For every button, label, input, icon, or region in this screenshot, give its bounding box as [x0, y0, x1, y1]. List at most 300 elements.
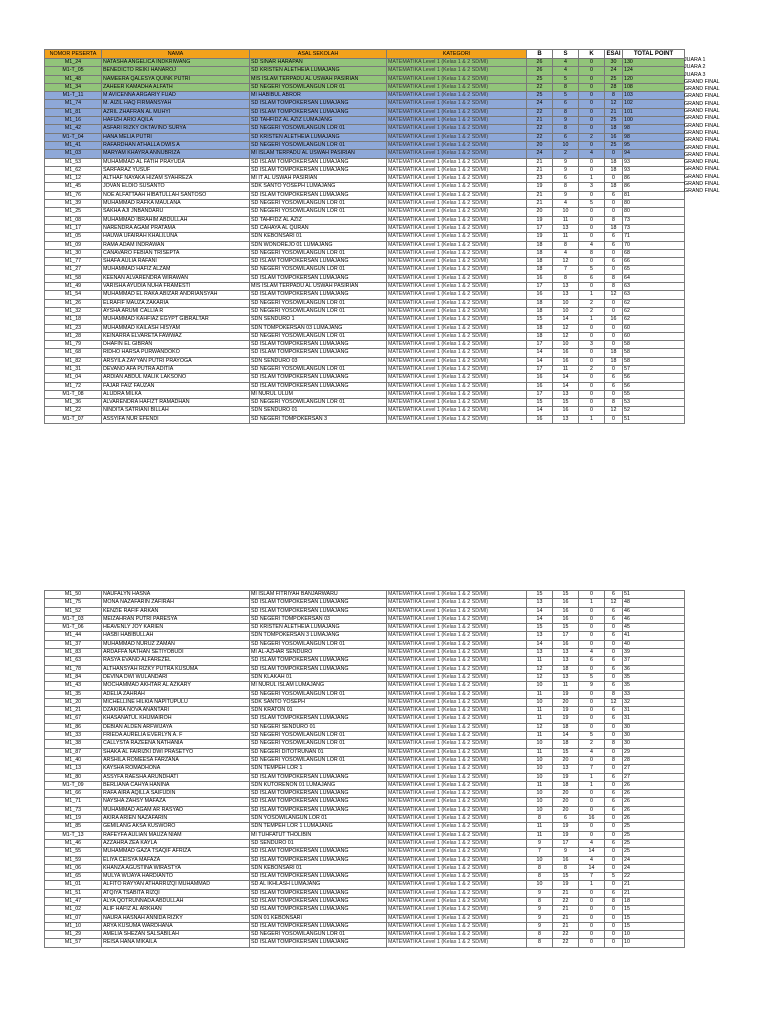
score-s: 20 [553, 698, 579, 706]
total-point: 62 [623, 316, 685, 324]
participant-name: VARISHA AYUDIA NUHA FRAMESTI [102, 283, 250, 291]
score-s: 8 [553, 83, 579, 91]
score-k: 2 [579, 307, 605, 315]
score-b: 18 [527, 307, 553, 315]
score-b: 10 [527, 740, 553, 748]
score-k: 0 [579, 615, 605, 623]
score-k: 1 [579, 773, 605, 781]
total-point: 39 [623, 649, 685, 657]
score-s: 2 [553, 150, 579, 158]
score-k: 0 [579, 283, 605, 291]
score-s: 11 [553, 216, 579, 224]
category: MATEMATIKA Level 1 (Kelas 1 & 2 SD/MI) [387, 307, 527, 315]
participant-number: M1_66 [45, 790, 102, 798]
score-b: 13 [527, 632, 553, 640]
table-row [45, 200, 685, 208]
participant-number: M1-T_06 [45, 624, 102, 632]
participant-name: HAFIZH ARIO AQILA [102, 117, 250, 125]
category: MATEMATIKA Level 1 (Kelas 1 & 2 SD/MI) [387, 216, 527, 224]
score-s: 6 [553, 815, 579, 823]
score-k: 4 [579, 241, 605, 249]
total-point: 93 [623, 158, 685, 166]
score-k: 0 [579, 823, 605, 831]
score-esai: 28 [605, 83, 623, 91]
results-body-top [45, 59, 685, 424]
total-point: 15 [623, 914, 685, 922]
score-s: 13 [553, 283, 579, 291]
rank-note: GRAND FINAL [684, 115, 720, 122]
participant-number: M1_10 [45, 922, 102, 930]
score-k: 5 [579, 732, 605, 740]
table-row [45, 216, 685, 224]
table-row [45, 839, 685, 847]
score-b: 26 [527, 59, 553, 67]
category: MATEMATIKA Level 1 (Kelas 1 & 2 SD/MI) [387, 856, 527, 864]
total-point: 28 [623, 756, 685, 764]
score-esai: 0 [605, 208, 623, 216]
score-s: 9 [553, 848, 579, 856]
score-esai: 18 [605, 125, 623, 133]
category: MATEMATIKA Level 1 (Kelas 1 & 2 SD/MI) [387, 657, 527, 665]
score-b: 10 [527, 773, 553, 781]
score-k: 4 [579, 856, 605, 864]
participant-number: M1_27 [45, 266, 102, 274]
participant-number: M1_74 [45, 100, 102, 108]
score-k: 2 [579, 365, 605, 373]
school-name: SD NEGERI YOSOWILANGUN LOR 01 [250, 299, 387, 307]
participant-name: ARSHILA ROMEESA FARZANA [102, 756, 250, 764]
score-s: 13 [553, 657, 579, 665]
score-s: 16 [553, 640, 579, 648]
score-k: 2 [579, 299, 605, 307]
table-row [45, 141, 685, 149]
participant-name: ZAHEER KAMADHA ALFATH [102, 83, 250, 91]
score-k: 1 [579, 415, 605, 423]
total-point: 80 [623, 208, 685, 216]
participant-number: M1-T_05 [45, 67, 102, 75]
school-name: SD ISLAM TOMPOKERSAN LUMAJANG [250, 897, 387, 905]
table-row [45, 125, 685, 133]
participant-number: M1_67 [45, 715, 102, 723]
participant-name: ALTHAF NAYAKA HIZAM SYAHREZA [102, 175, 250, 183]
score-b: 18 [527, 241, 553, 249]
school-name: SD ISLAM TOMPOKERSAN LUMAJANG [250, 100, 387, 108]
score-k: 4 [579, 150, 605, 158]
score-b: 11 [527, 657, 553, 665]
total-point: 108 [623, 83, 685, 91]
score-k: 0 [579, 831, 605, 839]
score-esai: 0 [605, 765, 623, 773]
total-point: 64 [623, 274, 685, 282]
score-b: 18 [527, 332, 553, 340]
score-esai: 18 [605, 357, 623, 365]
category: MATEMATIKA Level 1 (Kelas 1 & 2 SD/MI) [387, 906, 527, 914]
participant-name: GEMILANG AKSA KUSWORO [102, 823, 250, 831]
total-point: 31 [623, 707, 685, 715]
participant-name: ALTHANSYAH RIZKY PUTRA KUSUMA [102, 665, 250, 673]
score-s: 19 [553, 831, 579, 839]
score-s: 9 [553, 158, 579, 166]
score-k: 1 [579, 599, 605, 607]
participant-name: ADELIA ZAHRAH [102, 690, 250, 698]
participant-number: M1_23 [45, 324, 102, 332]
school-name: SDN WONOREJO 01 LUMAJANG [250, 241, 387, 249]
rank-note: GRAND FINAL [684, 108, 720, 115]
participant-name: ELIYA CEISYA MAFAZA [102, 856, 250, 864]
participant-number: M1_38 [45, 740, 102, 748]
score-b: 9 [527, 922, 553, 930]
score-k: 0 [579, 632, 605, 640]
participant-number: M1_07 [45, 914, 102, 922]
participant-name: NATASHA ANGELICA INDKRIWANG [102, 59, 250, 67]
score-s: 16 [553, 349, 579, 357]
participant-number: M1_82 [45, 357, 102, 365]
score-k: 14 [579, 864, 605, 872]
school-name: SD ISLAM TOMPOKERSAN LUMAJANG [250, 382, 387, 390]
participant-number: M1_34 [45, 83, 102, 91]
table-row [45, 931, 685, 939]
score-s: 15 [553, 591, 579, 599]
score-k: 8 [579, 249, 605, 257]
total-point: 58 [623, 341, 685, 349]
school-name: SD ISLAM TOMPOKERSAN LUMAJANG [250, 922, 387, 930]
school-name: SD ISLAM TOMPOKERSAN LUMAJANG [250, 374, 387, 382]
participant-name: RAMA ADAM INDRAWAN [102, 241, 250, 249]
table-row [45, 283, 685, 291]
table-row [45, 133, 685, 141]
score-s: 14 [553, 732, 579, 740]
score-esai: 6 [605, 241, 623, 249]
school-name: SD ISLAM TOMPOKERSAN LUMAJANG [250, 806, 387, 814]
score-k: 0 [579, 216, 605, 224]
score-k: 0 [579, 897, 605, 905]
score-esai: 8 [605, 92, 623, 100]
participant-number: M1_81 [45, 108, 102, 116]
score-k: 0 [579, 349, 605, 357]
table-row [45, 624, 685, 632]
score-esai: 0 [605, 856, 623, 864]
total-point: 40 [623, 640, 685, 648]
participant-number: M1_51 [45, 889, 102, 897]
category: MATEMATIKA Level 1 (Kelas 1 & 2 SD/MI) [387, 299, 527, 307]
participant-name: AYSHA ARUMI CALLIA R [102, 307, 250, 315]
table-row [45, 756, 685, 764]
score-b: 8 [527, 939, 553, 947]
score-s: 20 [553, 806, 579, 814]
score-s: 6 [553, 175, 579, 183]
participant-name: FAJAR FAIZ FAUZAN [102, 382, 250, 390]
participant-name: ASSYIFA NUR EFENDI [102, 415, 250, 423]
score-b: 7 [527, 848, 553, 856]
category: MATEMATIKA Level 1 (Kelas 1 & 2 SD/MI) [387, 67, 527, 75]
score-esai: 6 [605, 607, 623, 615]
participant-name: SHAFA AULIA RAFANI [102, 258, 250, 266]
participant-number: M1_78 [45, 665, 102, 673]
score-k: 9 [579, 682, 605, 690]
score-s: 18 [553, 781, 579, 789]
participant-number: M1_03 [45, 150, 102, 158]
score-esai: 6 [605, 382, 623, 390]
category: MATEMATIKA Level 1 (Kelas 1 & 2 SD/MI) [387, 374, 527, 382]
participant-name: RASYA EVANO ALFAREZEL [102, 657, 250, 665]
participant-number: M1_50 [45, 591, 102, 599]
score-k: 0 [579, 158, 605, 166]
total-point: 100 [623, 117, 685, 125]
score-s: 8 [553, 125, 579, 133]
school-name: SD NEGERI SENDURO 01 [250, 723, 387, 731]
category: MATEMATIKA Level 1 (Kelas 1 & 2 SD/MI) [387, 249, 527, 257]
rank-note: GRAND FINAL [684, 122, 720, 129]
category: MATEMATIKA Level 1 (Kelas 1 & 2 SD/MI) [387, 83, 527, 91]
category: MATEMATIKA Level 1 (Kelas 1 & 2 SD/MI) [387, 150, 527, 158]
score-s: 17 [553, 839, 579, 847]
total-point: 57 [623, 365, 685, 373]
score-esai: 0 [605, 341, 623, 349]
score-k: 0 [579, 324, 605, 332]
table-row [45, 150, 685, 158]
score-s: 21 [553, 889, 579, 897]
total-point: 26 [623, 798, 685, 806]
participant-number: M1_80 [45, 773, 102, 781]
table-row [45, 291, 685, 299]
score-s: 15 [553, 748, 579, 756]
category: MATEMATIKA Level 1 (Kelas 1 & 2 SD/MI) [387, 133, 527, 141]
header-b: B [527, 50, 553, 59]
table-row [45, 939, 685, 947]
score-s: 8 [553, 274, 579, 282]
table-row [45, 649, 685, 657]
table-row [45, 166, 685, 174]
school-name: MI TUHFATUT THOLIBIN [250, 831, 387, 839]
score-s: 11 [553, 233, 579, 241]
score-b: 21 [527, 158, 553, 166]
category: MATEMATIKA Level 1 (Kelas 1 & 2 SD/MI) [387, 756, 527, 764]
school-name: SD KRISTEN ALETHEIA LUMAJANG [250, 67, 387, 75]
total-point: 26 [623, 790, 685, 798]
table-row [45, 831, 685, 839]
score-k: 0 [579, 208, 605, 216]
score-k: 6 [579, 657, 605, 665]
rank-note: GRAND FINAL [684, 151, 720, 158]
header-s: S [553, 50, 579, 59]
school-name: SD NEGERI YOSOWILANGUN LOR 01 [250, 690, 387, 698]
participant-name: ARSYILA ZAYYAN PUTRI PRAYOGA [102, 357, 250, 365]
table-row [45, 59, 685, 67]
score-k: 0 [579, 108, 605, 116]
score-b: 17 [527, 224, 553, 232]
table-row [45, 175, 685, 183]
score-k: 0 [579, 756, 605, 764]
participant-number: M1_55 [45, 848, 102, 856]
category: MATEMATIKA Level 1 (Kelas 1 & 2 SD/MI) [387, 166, 527, 174]
participant-number: M1-T_04 [45, 133, 102, 141]
school-name: SD SENDURO 01 [250, 839, 387, 847]
total-point: 15 [623, 922, 685, 930]
score-b: 10 [527, 790, 553, 798]
participant-number: M1_49 [45, 283, 102, 291]
participant-name: DEVANO AFA PUTRA ADITIA [102, 365, 250, 373]
header-nomor-peserta: NOMOR PESERTA [45, 50, 102, 59]
table-row [45, 715, 685, 723]
score-s: 11 [553, 365, 579, 373]
score-b: 12 [527, 673, 553, 681]
participant-number: M1_05 [45, 233, 102, 241]
score-b: 14 [527, 607, 553, 615]
participant-number: M1_72 [45, 382, 102, 390]
participant-name: ARDIAN ABDUL MALIK LAKSONO [102, 374, 250, 382]
participant-number: M1_42 [45, 125, 102, 133]
participant-name: REISA HANA MIKAILA [102, 939, 250, 947]
total-point: 26 [623, 815, 685, 823]
score-k: 3 [579, 341, 605, 349]
participant-number: M1_09 [45, 241, 102, 249]
participant-number: M1_13 [45, 765, 102, 773]
score-s: 17 [553, 632, 579, 640]
school-name: MI ISLAM TERPADU AL USWAH PASIRIAN [250, 150, 387, 158]
score-b: 12 [527, 665, 553, 673]
total-point: 21 [623, 889, 685, 897]
category: MATEMATIKA Level 1 (Kelas 1 & 2 SD/MI) [387, 815, 527, 823]
participant-number: M1_79 [45, 341, 102, 349]
score-k: 4 [579, 748, 605, 756]
total-point: 73 [623, 216, 685, 224]
participant-number: M1_30 [45, 249, 102, 257]
table-row [45, 75, 685, 83]
table-row [45, 864, 685, 872]
total-point: 93 [623, 166, 685, 174]
school-name: SD ISLAM TOMPOKERSAN LUMAJANG [250, 258, 387, 266]
school-name: SD NEGERI DITOTRUNAN 01 [250, 748, 387, 756]
school-name: SD CAHAYA AL QURAN [250, 224, 387, 232]
score-b: 15 [527, 591, 553, 599]
score-esai: 6 [605, 806, 623, 814]
score-s: 19 [553, 773, 579, 781]
score-b: 24 [527, 150, 553, 158]
participant-name: ARDAFFA NATHAN SETIYOBUDI [102, 649, 250, 657]
score-s: 16 [553, 599, 579, 607]
rank-note: GRAND FINAL [684, 173, 720, 180]
score-esai: 6 [605, 374, 623, 382]
category: MATEMATIKA Level 1 (Kelas 1 & 2 SD/MI) [387, 599, 527, 607]
participant-name: NAURA HASNAH ANNIDA RIZKY [102, 914, 250, 922]
participant-number: M1_58 [45, 274, 102, 282]
table-row [45, 349, 685, 357]
rank-note: JUARA 3 [684, 71, 706, 78]
score-esai: 0 [605, 831, 623, 839]
score-esai: 12 [605, 291, 623, 299]
table-row [45, 781, 685, 789]
score-esai: 0 [605, 881, 623, 889]
category: MATEMATIKA Level 1 (Kelas 1 & 2 SD/MI) [387, 889, 527, 897]
participant-number: M1-T_07 [45, 415, 102, 423]
score-esai: 6 [605, 798, 623, 806]
score-b: 21 [527, 166, 553, 174]
category: MATEMATIKA Level 1 (Kelas 1 & 2 SD/MI) [387, 914, 527, 922]
score-k: 0 [579, 390, 605, 398]
participant-name: MEIZAHRAN PUTRI PARESYA [102, 615, 250, 623]
participant-name: BERLIANA CAHYA HANINA [102, 781, 250, 789]
score-b: 10 [527, 806, 553, 814]
total-point: 130 [623, 59, 685, 67]
school-name: SDN 01 KEBONSARI [250, 914, 387, 922]
table-row [45, 117, 685, 125]
score-esai: 0 [605, 307, 623, 315]
score-s: 9 [553, 166, 579, 174]
school-name: SDK SANTO YOSEPH [250, 698, 387, 706]
participant-name: NAYSHA ZAHSY MAFAZA [102, 798, 250, 806]
table-row [45, 67, 685, 75]
score-esai: 0 [605, 748, 623, 756]
category: MATEMATIKA Level 1 (Kelas 1 & 2 SD/MI) [387, 839, 527, 847]
score-esai: 12 [605, 100, 623, 108]
header-kategori: KATEGORI [387, 50, 527, 59]
score-esai: 0 [605, 939, 623, 947]
participant-name: ALFITO RAYYAN ATHARRIZQI MUHAMMAD [102, 881, 250, 889]
table-row [45, 332, 685, 340]
score-k: 0 [579, 698, 605, 706]
participant-name: ALVARENDRA HAFIZT RAMADHAN [102, 399, 250, 407]
participant-name: RAFARDHAN ATHALLA DWIS A [102, 141, 250, 149]
rank-note: GRAND FINAL [684, 137, 720, 144]
category: MATEMATIKA Level 1 (Kelas 1 & 2 SD/MI) [387, 341, 527, 349]
participant-number: M1_04 [45, 374, 102, 382]
total-point: 30 [623, 732, 685, 740]
score-k: 0 [579, 790, 605, 798]
score-esai: 0 [605, 266, 623, 274]
score-s: 15 [553, 624, 579, 632]
table-row [45, 399, 685, 407]
participant-name: AKIRA ARIEN NAZAFARIN [102, 815, 250, 823]
school-name: SDN YOSOWILANGUN LOR 01 [250, 815, 387, 823]
participant-name: M. AIZIL HAQ FIRMANSYAH [102, 100, 250, 108]
table-row [45, 341, 685, 349]
score-s: 13 [553, 649, 579, 657]
score-b: 14 [527, 640, 553, 648]
score-k: 14 [579, 848, 605, 856]
participant-name: M AVICENNA ARGARIY FUAD [102, 92, 250, 100]
score-k: 0 [579, 141, 605, 149]
score-k: 1 [579, 316, 605, 324]
score-s: 10 [553, 299, 579, 307]
total-point: 35 [623, 682, 685, 690]
school-name: SDN TOMPOKERSAN 3 LUMAJANG [250, 632, 387, 640]
score-k: 0 [579, 665, 605, 673]
school-name: SD KRISTEN ALETHEIA LUMAJANG [250, 133, 387, 141]
score-s: 21 [553, 906, 579, 914]
school-name: SDN SENDURO 01 [250, 407, 387, 415]
participant-number: M1_65 [45, 873, 102, 881]
school-name: SD ISLAM TOMPOKERSAN LUMAJANG [250, 798, 387, 806]
category: MATEMATIKA Level 1 (Kelas 1 & 2 SD/MI) [387, 415, 527, 423]
participant-number: M1_84 [45, 673, 102, 681]
total-point: 41 [623, 632, 685, 640]
score-esai: 6 [605, 258, 623, 266]
score-b: 10 [527, 682, 553, 690]
participant-name: ASFARI RIZKY OKTAVINO SURYA [102, 125, 250, 133]
category: MATEMATIKA Level 1 (Kelas 1 & 2 SD/MI) [387, 158, 527, 166]
score-b: 11 [527, 690, 553, 698]
table-row [45, 249, 685, 257]
participant-name: MOCHAMMAD AKHTAR AL AZKARY [102, 682, 250, 690]
category: MATEMATIKA Level 1 (Kelas 1 & 2 SD/MI) [387, 224, 527, 232]
score-s: 15 [553, 873, 579, 881]
table-row [45, 108, 685, 116]
score-s: 9 [553, 191, 579, 199]
score-esai: 0 [605, 823, 623, 831]
participant-name: KENZIE RAFIF ARKAN [102, 607, 250, 615]
school-name: SD ISLAM TOMPOKERSAN LUMAJANG [250, 856, 387, 864]
participant-name: MUHAMMAD HAFIZ ALZAM [102, 266, 250, 274]
